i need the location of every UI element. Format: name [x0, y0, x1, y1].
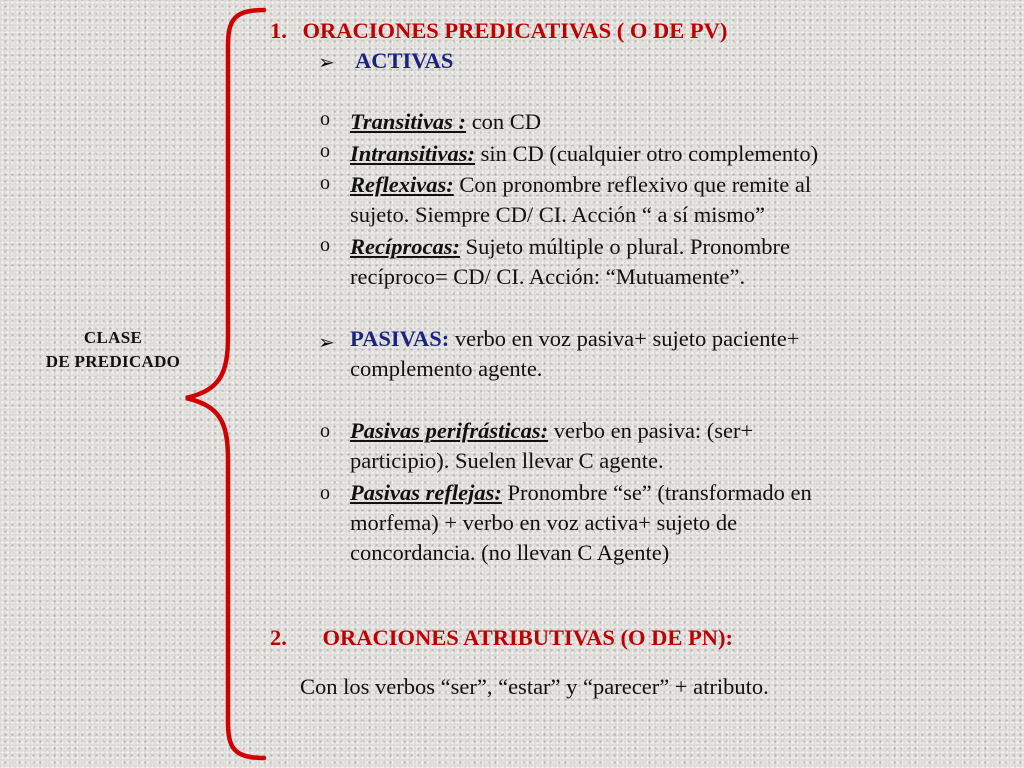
item-reflejas [350, 478, 812, 508]
heading-2 [270, 623, 733, 653]
item-term: Recíprocas: [350, 234, 460, 259]
item-intransitivas [350, 139, 818, 169]
item-text: Pronombre “se” (transformado en [501, 480, 812, 505]
item-text: verbo en voz pasiva+ sujeto paciente+ [449, 326, 800, 351]
item-text: Con pronombre reflexivo que remite al [453, 172, 812, 197]
heading-2-title: ORACIONES ATRIBUTIVAS (O DE PN): [322, 625, 733, 650]
item-reflexivas [350, 170, 811, 200]
item-term: Reflexivas: [350, 172, 454, 197]
curly-brace [176, 6, 276, 762]
item-perifrasticas [350, 416, 753, 446]
circle-bullet-icon: o [320, 140, 330, 162]
item-term: Pasivas reflejas: [350, 480, 502, 505]
heading-1-title: ORACIONES PREDICATIVAS ( O DE PV) [302, 18, 728, 43]
heading-1-number: 1. [270, 18, 287, 43]
item-text: con CD [466, 109, 542, 134]
item-perifrasticas-cont: participio). Suelen llevar C agente. [350, 448, 664, 473]
item-reciprocas [350, 232, 790, 262]
circle-bullet-icon: o [320, 172, 330, 194]
circle-bullet-icon: o [320, 420, 330, 442]
item-text: verbo en pasiva: (ser+ [548, 418, 754, 443]
item-reflejas-cont2: concordancia. (no llevan C Agente) [350, 540, 670, 565]
heading-2-number: 2. [270, 625, 287, 650]
arrow-bullet-icon: ➢ [318, 52, 335, 74]
circle-bullet-icon: o [320, 234, 330, 256]
item-reflexivas-cont: sujeto. Siempre CD/ CI. Acción “ a sí mismo” [350, 202, 765, 227]
activas-label: ACTIVAS [355, 48, 454, 73]
arrow-bullet-icon: ➢ [318, 332, 335, 354]
item-term: Intransitivas: [350, 141, 476, 166]
atributivas-text: Con los verbos “ser”, “estar” y “parecer” + atributo. [300, 674, 769, 699]
item-pasivas-cont: complemento agente. [350, 356, 543, 381]
side-label-line1: CLASE [83, 328, 143, 347]
pasivas-label: PASIVAS: [350, 326, 450, 351]
item-reflejas-cont: morfema) + verbo en voz activa+ sujeto de [350, 510, 738, 535]
item-term: Transitivas : [350, 109, 467, 134]
item-transitivas [350, 107, 541, 137]
item-term: Pasivas perifrásticas: [350, 418, 549, 443]
heading-1 [270, 16, 727, 46]
item-text: sin CD (cualquier otro complemento) [475, 141, 819, 166]
circle-bullet-icon: o [320, 482, 330, 504]
item-pasivas [350, 324, 799, 354]
circle-bullet-icon: o [320, 108, 330, 130]
side-label-line2: DE PREDICADO [45, 352, 181, 371]
item-text: Sujeto múltiple o plural. Pronombre [459, 234, 790, 259]
item-reciprocas-cont: recíproco= CD/ CI. Acción: “Mutuamente”. [350, 264, 746, 289]
